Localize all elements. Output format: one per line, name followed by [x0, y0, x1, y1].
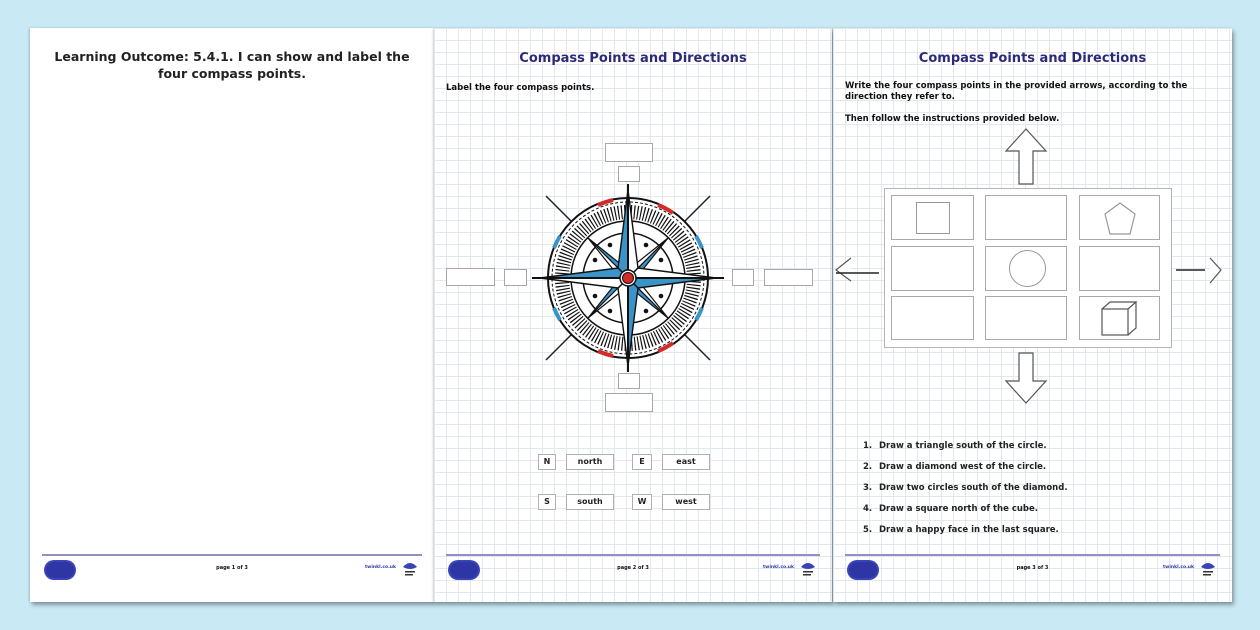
task-item: 2. Draw a diamond west of the circle.	[863, 462, 1047, 472]
curriculum-badge-icon	[400, 559, 420, 579]
page-number: page 2 of 3	[617, 565, 649, 571]
label-box-north-word[interactable]	[605, 143, 653, 162]
label-box-north-letter[interactable]	[618, 166, 640, 182]
task-item: 1. Draw a triangle south of the circle.	[863, 441, 1047, 451]
page-footer	[446, 554, 820, 584]
curriculum-badge-icon	[798, 559, 818, 579]
grid-cell	[891, 296, 974, 340]
label-box-south-letter[interactable]	[618, 373, 640, 389]
grid-cell	[1079, 195, 1160, 240]
compass-rose-icon	[532, 183, 724, 373]
worksheet-page-3	[833, 28, 1232, 602]
page-title: Compass Points and Directions	[519, 51, 747, 66]
instruction-text: Then follow the instructions provided below.	[845, 114, 1060, 124]
grid-cell	[1079, 296, 1160, 340]
footer-divider	[446, 554, 820, 556]
circle-shape-icon	[1009, 250, 1046, 287]
grid-cell	[985, 195, 1067, 240]
curriculum-badge-icon	[1198, 559, 1218, 579]
label-box-west-word[interactable]	[446, 268, 495, 286]
task-item: 3. Draw two circles south of the diamond.	[863, 483, 1068, 493]
grid-cell	[985, 296, 1067, 340]
grid-cell	[985, 246, 1067, 291]
arrow-left-icon	[836, 258, 851, 281]
arrow-down-icon	[1006, 353, 1046, 403]
footer-url: twinkl.co.uk	[763, 565, 794, 570]
word-bank-letter: N	[538, 454, 556, 470]
page-footer	[42, 554, 422, 584]
word-bank-word: south	[566, 494, 614, 510]
word-bank-letter: W	[632, 494, 652, 510]
pentagon-shape-icon	[1102, 201, 1138, 237]
label-box-east-word[interactable]	[764, 269, 813, 286]
page-title: Compass Points and Directions	[918, 51, 1147, 66]
footer-url: twinkl.co.uk	[1163, 565, 1194, 570]
label-box-east-letter[interactable]	[732, 269, 754, 286]
footer-url: twinkl.co.uk	[365, 565, 396, 570]
label-box-west-letter[interactable]	[504, 269, 527, 286]
arrow-right-icon	[1210, 258, 1221, 283]
instruction-text: Write the four compass points in the provided arrows, according to the direction they refer to.	[845, 81, 1188, 102]
word-bank-word: west	[662, 494, 710, 510]
page-footer	[845, 554, 1220, 584]
task-item: 4. Draw a square north of the cube.	[863, 504, 1038, 514]
label-box-south-word[interactable]	[605, 393, 653, 412]
footer-divider	[42, 554, 422, 556]
page-number: page 3 of 3	[1016, 565, 1049, 571]
arrow-up-icon	[1006, 129, 1046, 184]
word-bank-letter: S	[538, 494, 556, 510]
shapes-grid	[884, 188, 1172, 348]
task-item: 5. Draw a happy face in the last square.	[863, 525, 1059, 535]
grid-cell	[891, 246, 974, 291]
square-shape-icon	[916, 202, 950, 234]
word-bank-letter: E	[632, 454, 652, 470]
footer-divider	[845, 554, 1220, 556]
worksheet-page-1	[30, 28, 434, 602]
grid-cell	[891, 195, 974, 240]
page-number: page 1 of 3	[216, 565, 248, 571]
task-list	[863, 440, 1068, 545]
grid-cell	[1079, 246, 1160, 291]
worksheet-page-2	[434, 28, 832, 602]
cube-shape-icon	[1100, 300, 1140, 338]
learning-outcome-heading: Learning Outcome: 5.4.1. I can show and label the four compass points.	[54, 49, 410, 81]
instruction-text: Label the four compass points.	[446, 83, 595, 93]
word-bank-word: east	[662, 454, 710, 470]
word-bank-word: north	[566, 454, 614, 470]
